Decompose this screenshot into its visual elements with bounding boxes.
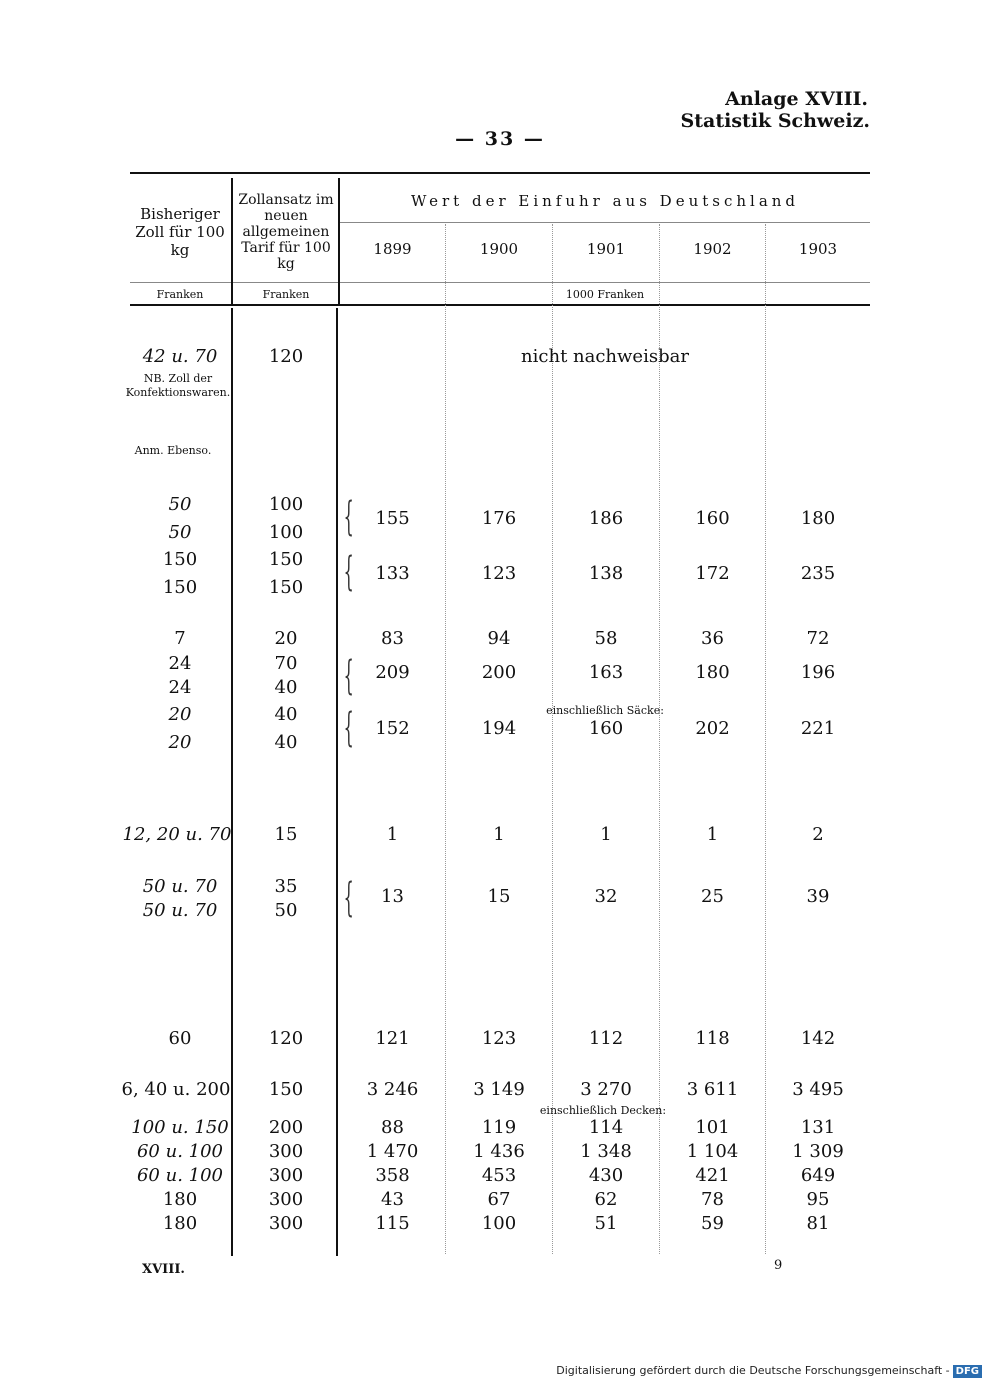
b1-1901: 58	[594, 628, 618, 649]
year-1900: 1900	[479, 240, 519, 258]
col-wert-header: Wert der Einfuhr aus Deutschland	[410, 192, 800, 210]
a1-1899: 155	[375, 508, 410, 529]
a2-1903: 235	[800, 563, 836, 584]
g1-1901: 114	[588, 1117, 624, 1138]
tarif-g3: 300	[268, 1165, 304, 1186]
a1-1903: 180	[800, 508, 836, 529]
a2-1902: 172	[695, 563, 730, 584]
brace-b1: {	[343, 653, 354, 699]
anlage-label: Anlage XVIII.	[725, 88, 868, 110]
f-1900: 3 149	[473, 1079, 525, 1100]
b1-1899: 83	[381, 628, 404, 649]
note-saecke: einschließlich Säcke:	[546, 704, 664, 717]
b3-1899: 152	[375, 718, 410, 739]
tarif-b3: 40	[274, 677, 298, 698]
zoll-b5: 20	[168, 732, 192, 753]
g2-1903: 1 309	[792, 1141, 844, 1162]
g5-1903: 81	[806, 1213, 830, 1234]
b3-1900: 194	[481, 718, 517, 739]
zoll-b4: 20	[168, 704, 192, 725]
g2-1900: 1 436	[473, 1141, 525, 1162]
statistik-label: Statistik Schweiz.	[680, 110, 870, 132]
d-1902: 25	[701, 886, 724, 907]
f-1899: 3 246	[366, 1079, 419, 1100]
tarif-120-a: 120	[268, 346, 304, 367]
zoll-g3: 60 u. 100	[136, 1165, 224, 1186]
brace-d: {	[343, 875, 354, 921]
a1-1901: 186	[588, 508, 624, 529]
col-zollansatz-header: Zollansatz im neuen allgemeinen Tarif für 100 kg	[238, 192, 334, 272]
zoll-g5: 180	[162, 1213, 198, 1234]
tarif-g5: 300	[268, 1213, 304, 1234]
dfg-logo: DFG	[953, 1365, 982, 1378]
zoll-a4: 150	[162, 577, 198, 598]
b3-1901: 160	[588, 718, 624, 739]
g4-1900: 67	[487, 1189, 511, 1210]
b2-1903: 196	[800, 662, 836, 683]
zoll-g1: 100 u. 150	[131, 1117, 229, 1138]
tarif-a2: 100	[268, 522, 304, 543]
c-1901: 1	[600, 824, 612, 845]
tarif-d2: 50	[274, 900, 298, 921]
zoll-a2: 50	[168, 522, 192, 543]
note-nb: NB. Zoll der Konfektionswaren.	[125, 372, 231, 399]
b3-1903: 221	[800, 718, 836, 739]
e-1900: 123	[481, 1028, 517, 1049]
page-number: — 33 —	[455, 128, 545, 150]
c-1902: 1	[706, 824, 719, 845]
zoll-f: 6, 40 u. 200	[121, 1079, 231, 1100]
e-1903: 142	[800, 1028, 836, 1049]
year-1903: 1903	[798, 240, 838, 258]
b2-1900: 200	[481, 662, 517, 683]
tarif-e: 120	[268, 1028, 304, 1049]
zoll-b1: 7	[174, 628, 186, 649]
g1-1899: 88	[381, 1117, 404, 1138]
col-bisheriger-header: Bisheriger Zoll für 100 kg	[135, 205, 225, 259]
tarif-a1: 100	[268, 494, 304, 515]
table-top-rule	[130, 172, 870, 174]
table-header-rule	[130, 304, 870, 306]
note-decken: einschließlich Decken:	[539, 1104, 667, 1117]
footer-signature: XVIII.	[142, 1262, 185, 1277]
e-1902: 118	[695, 1028, 730, 1049]
unit-rule	[130, 282, 870, 283]
zoll-a1: 50	[168, 494, 192, 515]
b2-1899: 209	[375, 662, 410, 683]
zoll-b2: 24	[168, 653, 192, 674]
g2-1901: 1 348	[580, 1141, 632, 1162]
tarif-b4: 40	[274, 704, 298, 725]
f-1901: 3 270	[580, 1079, 632, 1100]
d-1903: 39	[806, 886, 830, 907]
c-1899: 1	[386, 824, 399, 845]
year-1901: 1901	[586, 240, 626, 258]
b1-1903: 72	[806, 628, 830, 649]
g2-1899: 1 470	[366, 1141, 419, 1162]
note-anm: Anm. Ebenso.	[134, 444, 212, 457]
unit-franken-2: Franken	[262, 288, 310, 301]
b3-1902: 202	[695, 718, 730, 739]
g3-1901: 430	[588, 1165, 624, 1186]
g5-1902: 59	[701, 1213, 724, 1234]
a2-1899: 133	[375, 563, 410, 584]
dfg-credit	[556, 1364, 982, 1378]
d-1901: 32	[594, 886, 618, 907]
c-1903: 2	[812, 824, 824, 845]
tarif-a4: 150	[268, 577, 304, 598]
g3-1902: 421	[695, 1165, 730, 1186]
tarif-d1: 35	[274, 876, 298, 897]
year-1902: 1902	[693, 240, 732, 258]
g1-1900: 119	[481, 1117, 517, 1138]
a2-1900: 123	[481, 563, 517, 584]
f-1903: 3 495	[792, 1079, 844, 1100]
tarif-b2: 70	[274, 653, 298, 674]
unit-franken-1: Franken	[156, 288, 204, 301]
f-1902: 3 611	[686, 1079, 739, 1100]
g4-1903: 95	[806, 1189, 830, 1210]
zoll-42u70: 42 u. 70	[142, 346, 218, 367]
g2-1902: 1 104	[686, 1141, 739, 1162]
g1-1902: 101	[695, 1117, 730, 1138]
tarif-g4: 300	[268, 1189, 304, 1210]
g1-1903: 131	[800, 1117, 836, 1138]
g3-1899: 358	[375, 1165, 410, 1186]
e-1901: 112	[588, 1028, 624, 1049]
g5-1899: 115	[375, 1213, 410, 1234]
tarif-g1: 200	[268, 1117, 304, 1138]
g3-1903: 649	[800, 1165, 836, 1186]
c-1900: 1	[493, 824, 505, 845]
years-rule	[340, 222, 870, 223]
zoll-g2: 60 u. 100	[136, 1141, 224, 1162]
zoll-g4: 180	[162, 1189, 198, 1210]
e-1899: 121	[375, 1028, 410, 1049]
b1-1900: 94	[487, 628, 511, 649]
a2-1901: 138	[588, 563, 624, 584]
g4-1901: 62	[594, 1189, 618, 1210]
tarif-f: 150	[268, 1079, 304, 1100]
zoll-a3: 150	[162, 549, 198, 570]
col-divider-1-head	[231, 178, 233, 306]
col-divider-1	[231, 308, 233, 1256]
unit-1000-franken: 1000 Franken	[565, 288, 645, 301]
year-1899: 1899	[373, 240, 412, 258]
tarif-c: 15	[274, 824, 298, 845]
g4-1902: 78	[701, 1189, 724, 1210]
b2-1902: 180	[695, 662, 730, 683]
tarif-g2: 300	[268, 1141, 304, 1162]
g5-1901: 51	[594, 1213, 618, 1234]
tarif-b1: 20	[274, 628, 298, 649]
dfg-credit-text: Digitalisierung gefördert durch die Deutsche Forschungsgemeinschaft -	[556, 1364, 950, 1377]
nicht-nachweisbar: nicht nachweisbar	[521, 346, 689, 367]
zoll-c: 12, 20 u. 70	[122, 824, 232, 845]
a1-1900: 176	[481, 508, 517, 529]
b2-1901: 163	[588, 662, 624, 683]
g4-1899: 43	[381, 1189, 404, 1210]
a1-1902: 160	[695, 508, 730, 529]
brace-b2: {	[343, 705, 354, 751]
zoll-d2: 50 u. 70	[142, 900, 218, 921]
d-1899: 13	[381, 886, 404, 907]
zoll-b3: 24	[168, 677, 192, 698]
b1-1902: 36	[701, 628, 724, 649]
footer-sheet-number: 9	[774, 1258, 783, 1273]
brace-a2: {	[343, 549, 354, 595]
d-1900: 15	[487, 886, 511, 907]
brace-a1: {	[343, 494, 354, 540]
col-divider-2	[336, 308, 338, 1256]
zoll-d1: 50 u. 70	[142, 876, 218, 897]
zoll-e: 60	[168, 1028, 192, 1049]
tarif-b5: 40	[274, 732, 298, 753]
g3-1900: 453	[481, 1165, 517, 1186]
tarif-a3: 150	[268, 549, 304, 570]
g5-1900: 100	[481, 1213, 517, 1234]
